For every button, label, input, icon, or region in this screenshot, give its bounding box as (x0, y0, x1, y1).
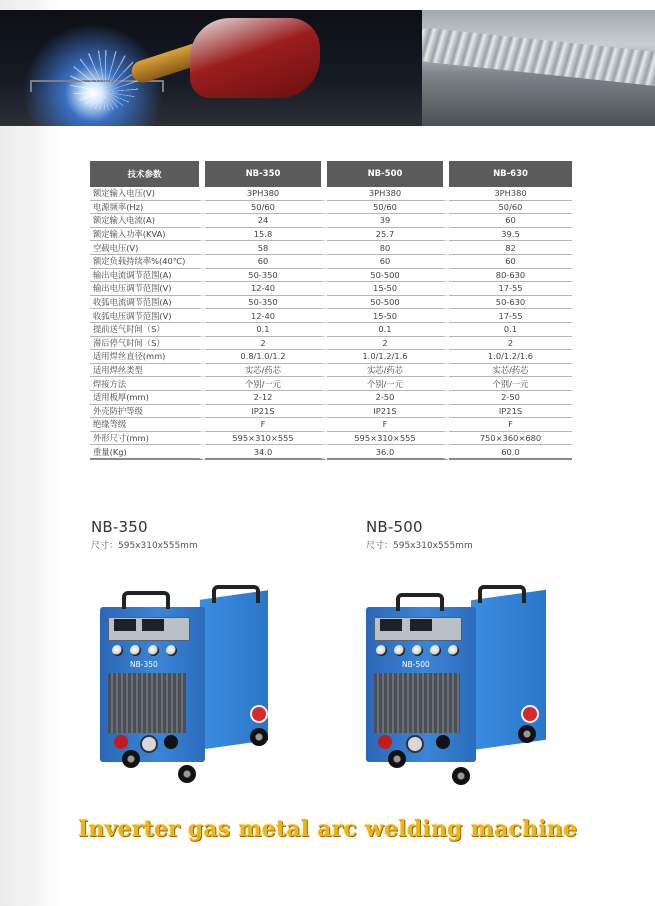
display-screen (142, 619, 164, 631)
weld-bead-photo (422, 10, 655, 126)
machine-side-panel (200, 590, 268, 750)
spec-value: 595×310×555 (327, 432, 449, 446)
spec-value: 2-50 (327, 391, 449, 405)
spec-value: 60 (327, 255, 449, 269)
spec-value: 3PH380 (449, 187, 572, 201)
spec-row (90, 391, 572, 405)
spec-table (90, 161, 572, 460)
model-title-nb350: NB-350 (91, 518, 148, 536)
black-terminal (436, 735, 450, 749)
spec-row (90, 309, 572, 323)
welding-photo (0, 10, 422, 126)
spec-value: F (449, 418, 572, 432)
spec-value: 个别/一元 (449, 377, 572, 391)
vent-grille (374, 673, 460, 733)
spec-param-label: 焊接方法 (90, 377, 205, 391)
spec-value: 82 (449, 241, 572, 255)
spec-value: 50-500 (327, 296, 449, 310)
spec-param-label: 额定输入电流(A) (90, 214, 205, 228)
spec-value: 17-55 (449, 282, 572, 296)
spec-value: 12-40 (205, 282, 327, 296)
spec-value: 60 (449, 214, 572, 228)
spec-row (90, 445, 572, 460)
model-size-nb500: 尺寸：595x310x555mm (366, 541, 473, 551)
machine-model-label: NB-350 (130, 660, 158, 669)
spec-value: 0.8/1.0/1.2 (205, 350, 327, 364)
control-knob (430, 645, 441, 656)
vent-grille (108, 673, 186, 733)
caster-wheel (250, 728, 268, 746)
spec-value: 2 (327, 337, 449, 351)
spec-param-label: 适用焊丝直径(mm) (90, 350, 205, 364)
machine-handle (212, 585, 260, 603)
gun-connector (140, 735, 158, 753)
caster-wheel (178, 765, 196, 783)
spec-row (90, 405, 572, 419)
spec-value: 0.1 (449, 323, 572, 337)
spec-value: 2-12 (205, 391, 327, 405)
brand-logo-icon (521, 705, 539, 723)
spec-value: 2-50 (449, 391, 572, 405)
spec-param-label: 额定输入功率(KVA) (90, 228, 205, 242)
spec-table-header (90, 161, 572, 187)
control-knob (148, 645, 159, 656)
spec-value: 750×360×680 (449, 432, 572, 446)
product-caption: Inverter gas metal arc welding machine (77, 816, 578, 842)
spec-param-label: 输出电压调节范围(V) (90, 282, 205, 296)
spec-param-label: 空载电压(V) (90, 241, 205, 255)
header-nb350: NB-350 (205, 161, 327, 187)
black-terminal (164, 735, 178, 749)
spec-row (90, 337, 572, 351)
spec-param-label: 重量(Kg) (90, 445, 205, 460)
spec-value: 1.0/1.2/1.6 (449, 350, 572, 364)
spec-value: 39.5 (449, 228, 572, 242)
spec-value: 2 (449, 337, 572, 351)
spec-param-label: 绝缘等级 (90, 418, 205, 432)
spec-value: IP21S (449, 405, 572, 419)
spec-value: 50-350 (205, 296, 327, 310)
spec-row (90, 241, 572, 255)
spec-row (90, 296, 572, 310)
spec-value: 3PH380 (205, 187, 327, 201)
caster-wheel (452, 767, 470, 785)
spec-param-label: 提前送气时间（S） (90, 323, 205, 337)
control-knob (112, 645, 123, 656)
spec-value: 3PH380 (327, 187, 449, 201)
spec-value: 15.8 (205, 228, 327, 242)
control-knob (448, 645, 459, 656)
spec-value: 50-350 (205, 269, 327, 283)
spec-value: 50-500 (327, 269, 449, 283)
spec-value: 实芯/药芯 (205, 364, 327, 378)
spec-row (90, 364, 572, 378)
spec-row (90, 432, 572, 446)
machine-nb350-image (100, 585, 280, 790)
spec-value: 15-50 (327, 282, 449, 296)
machine-handle (478, 585, 526, 603)
spec-value: 实芯/药芯 (327, 364, 449, 378)
spec-row (90, 255, 572, 269)
spec-row (90, 377, 572, 391)
spec-value: 24 (205, 214, 327, 228)
spec-row (90, 269, 572, 283)
spec-value: 60 (449, 255, 572, 269)
control-knob (412, 645, 423, 656)
model-size-nb350: 尺寸：595x310x555mm (91, 541, 198, 551)
spec-param-label: 额定输入电压(V) (90, 187, 205, 201)
spec-row (90, 418, 572, 432)
red-terminal (378, 735, 392, 749)
model-title-nb500: NB-500 (366, 518, 423, 536)
display-screen (380, 619, 402, 631)
spec-row (90, 350, 572, 364)
spec-value: 595×310×555 (205, 432, 327, 446)
spec-row (90, 201, 572, 215)
spec-row (90, 282, 572, 296)
spec-param-label: 外形尺寸(mm) (90, 432, 205, 446)
machine-handle (122, 591, 170, 609)
machine-handle (396, 593, 444, 611)
page-edge-shadow (0, 0, 60, 906)
spec-value: IP21S (205, 405, 327, 419)
spec-value: 15-50 (327, 309, 449, 323)
display-screen (410, 619, 432, 631)
spec-value: 0.1 (205, 323, 327, 337)
spec-value: 80 (327, 241, 449, 255)
spec-param-label: 外壳防护等级 (90, 405, 205, 419)
control-knob (394, 645, 405, 656)
spec-value: F (327, 418, 449, 432)
spec-param-label: 适用焊丝类型 (90, 364, 205, 378)
caster-wheel (518, 725, 536, 743)
spec-value: 2 (205, 337, 327, 351)
spec-row (90, 187, 572, 201)
machine-side-panel (471, 590, 546, 751)
spec-value: 17-55 (449, 309, 572, 323)
spec-row (90, 323, 572, 337)
spec-value: 36.0 (327, 445, 449, 460)
red-terminal (114, 735, 128, 749)
header-nb630: NB-630 (449, 161, 572, 187)
brand-logo-icon (250, 705, 268, 723)
gun-connector (406, 735, 424, 753)
spec-value: 1.0/1.2/1.6 (327, 350, 449, 364)
spec-param-label: 收弧电压调节范围(V) (90, 309, 205, 323)
caster-wheel (388, 750, 406, 768)
spec-value: 个别/一元 (327, 377, 449, 391)
spec-value: 34.0 (205, 445, 327, 460)
spec-value: 80-630 (449, 269, 572, 283)
spec-param-label: 额定负载持续率%(40℃) (90, 255, 205, 269)
control-knob (130, 645, 141, 656)
spec-value: F (205, 418, 327, 432)
spec-value: 实芯/药芯 (449, 364, 572, 378)
spec-value: 0.1 (327, 323, 449, 337)
spec-row (90, 214, 572, 228)
spec-value: 个别/一元 (205, 377, 327, 391)
spec-value: IP21S (327, 405, 449, 419)
spec-value: 12-40 (205, 309, 327, 323)
header-nb500: NB-500 (327, 161, 449, 187)
spec-value: 39 (327, 214, 449, 228)
spec-param-label: 输出电流调节范围(A) (90, 269, 205, 283)
spec-value: 25.7 (327, 228, 449, 242)
spec-value: 50-630 (449, 296, 572, 310)
spec-param-label: 滞后停气时间（S） (90, 337, 205, 351)
spec-value: 60 (205, 255, 327, 269)
welding-glove (190, 18, 320, 98)
spec-param-label: 电源频率(Hz) (90, 201, 205, 215)
control-knob (166, 645, 177, 656)
display-screen (114, 619, 136, 631)
spec-row (90, 228, 572, 242)
spec-value: 60.0 (449, 445, 572, 460)
control-knob (376, 645, 387, 656)
header-param: 技术参数 (90, 161, 205, 187)
spec-value: 58 (205, 241, 327, 255)
caster-wheel (122, 750, 140, 768)
weld-bead (422, 27, 655, 88)
machine-nb500-image (366, 585, 551, 790)
spec-param-label: 适用板厚(mm) (90, 391, 205, 405)
spec-value: 50/60 (449, 201, 572, 215)
spec-value: 50/60 (327, 201, 449, 215)
spec-value: 50/60 (205, 201, 327, 215)
spec-param-label: 收弧电流调节范围(A) (90, 296, 205, 310)
welding-sparks (70, 50, 140, 110)
machine-model-label: NB-500 (402, 660, 430, 669)
